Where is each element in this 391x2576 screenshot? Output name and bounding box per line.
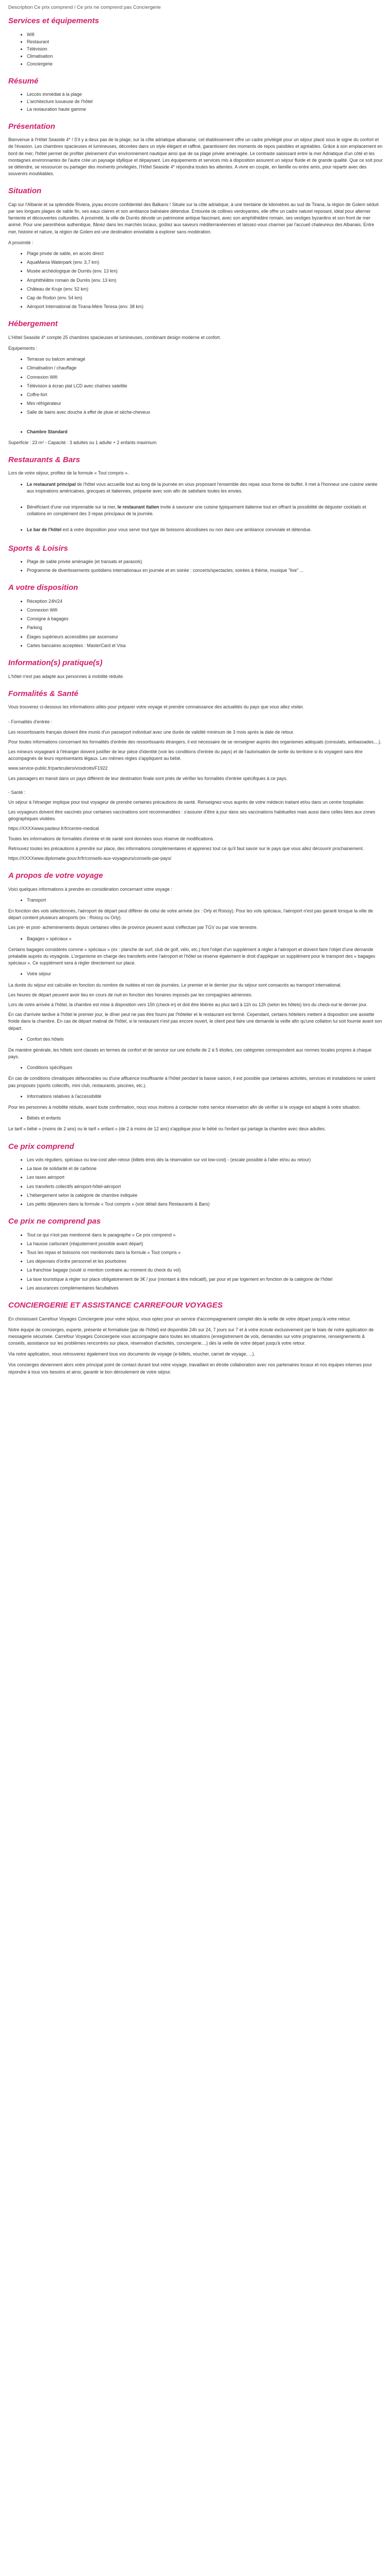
service-public-link[interactable]: www.service-public.fr/particuliers/vosdroits/F1922: [8, 766, 108, 771]
list-item: • Consigne à bagages: [27, 616, 383, 622]
propos-heading: [8, 1064, 383, 1071]
propos-heading: [8, 1115, 383, 1122]
propos-line: Pour les personnes à mobilité réduite, avant toute confirmation, nous vous invitons à contacter notre service réservation afin de vérifier si le voyage est adapté à votre situation.: [8, 1105, 361, 1110]
formalites-intro: Vous trouverez ci-dessous les informations utiles pour préparer votre voyage et prendre connaissance des actualités du pays que vous allez visiter.: [8, 704, 304, 710]
formalites-line: Les ressortissants français doivent être munis d'un passeport individuel avec une durée de validité minimum de 3 mois après la date de retour.: [8, 729, 295, 735]
list-item: • Connexion Wifi: [27, 607, 383, 614]
list-item: • Coffre-fort: [27, 392, 383, 398]
restaurant-prefix: Bénéficiant d'une vue imprenable sur la mer,: [27, 504, 118, 510]
situation-text: Cap sur l'Albanie et sa splendide Riviera, joyau encore confidentiel des Balkans ! Située sur la côte adriatique, à une trentaine de kilomètres au sud de Tirana, la région de Golem séduit par ses longues plages de sable fin, ses eaux claires et son ambiance balnéaire détendue. Entourée de collines verdoyantes, elle offre un cadre naturel reposant, idéal pour alterner farniente et découvertes culturelles. A proximité, la ville de Durrës dévoile un patrimoine antique fascinant, avec son amphithéâtre romain, ses vestiges byzantins et son front de mer animé. Pour une parenthèse authentique, flânez dans les marchés locaux, goûtez aux saveurs méditerranéennes et laissez-vous charmer par l'accueil chaleureux des Albanais. Entre mer, histoire et nature, la région de Golem est une destination enivelable à explorer sans modération.: [8, 201, 379, 234]
list-item: • La restauration haute gamme: [27, 106, 383, 113]
list-item: • Les petits déjeuners dans la formule « Tout compris » (voir détail dans Restaurants & Bars): [27, 1201, 383, 1208]
list-item: • Cartes bancaires acceptées : MasterCard et Visa: [27, 642, 383, 649]
sports-section: [8, 543, 383, 574]
info-section: [8, 657, 383, 680]
list-item: • Climatisation / chauffage: [27, 365, 383, 371]
restaurant-name: Le bar de l'hôtel: [27, 527, 62, 533]
list-item: • La hausse carburant (réajustement possible avant départ): [27, 1241, 383, 1247]
list-item: • Réception 24h/24: [27, 598, 383, 605]
list-item: • Amphithéâtre romain de Durrës (env. 13 km): [27, 277, 383, 284]
propos-title: A propos de votre voyage: [8, 871, 103, 880]
list-item: • Connexion Wifi: [27, 374, 383, 381]
services-section: [8, 15, 383, 67]
proximity-list: [8, 250, 383, 310]
formalites-section: [8, 688, 383, 862]
restaurant-main: [27, 481, 383, 495]
list-item: • Les dépenses d'ordre personnel et les pourboires: [27, 1258, 383, 1265]
list-item: • Conciergerie: [27, 61, 383, 67]
propos-line: Certains bagages considérés comme « spéciaux » (ex : planche de surf, club de golf, vélo, etc.) font l'objet d'un supplément à régler à l'aéroport et doivent faire l'objet d'une demande préalable auprès du voyagiste. L'organisme en charge des transferts entre l'aéroport et l'hôtel se réserve également le droit d'appliquer un supplément pour le transport des « bagages spéciaux ». Ce supplément sera à régler directement sur place.: [8, 946, 376, 966]
list-item: • Leccés immédiat à la plage: [27, 91, 383, 98]
list-item: • Informations relatives à l'accessibilité: [27, 1093, 383, 1100]
propos-heading: [8, 1036, 383, 1043]
propos-heading: [8, 936, 383, 942]
restaurants-intro: Lors de votre séjour, profitez de la formule « Tout compris ».: [8, 470, 129, 476]
list-item: • Cap de Rodon (env. 54 km): [27, 295, 383, 301]
list-item: • Les taxes aéroport: [27, 1174, 383, 1181]
propos-line: La durée du séjour est calculée en fonction du nombre de nuitées et non de journées. Le premier et le dernier jour du séjour sont consacrés au transport international.: [8, 982, 341, 988]
ne-comprend-list: [8, 1232, 383, 1292]
propos-line: En cas de conditions climatiques défavorables ou d'une affluence insuffisante à l'hôtel pendant la basse saison, il est possible que certaines activités, services et installations ne soient pas proposés (sports collectifs, mini club, restaurants, piscines, etc.).: [8, 1076, 376, 1088]
propos-heading: [8, 897, 383, 904]
comprend-section: [8, 1141, 383, 1208]
list-item: • Tout ce qui n'est pas mentionné dans le paragraphe « Ce prix comprend »: [27, 1232, 383, 1239]
list-item: • Étages supérieurs accessibles par ascenseur: [27, 634, 383, 640]
comprend-title: Ce prix comprend: [8, 1142, 74, 1151]
restaurants-section: [8, 454, 383, 534]
sante-line: Toutes les informations de formalités d'entrée et de santé sont données sous réserve de modifications.: [8, 836, 215, 841]
formalites-line: Pour toutes informations concernant les formalités d'entrée des ressortissants étrangers, il est nécessaire de se renseigner auprès des organismes adéquats (consulats, ambassades....).: [8, 739, 382, 744]
breadcrumb: Description Ce prix comprend / Ce prix ne comprend pas Conciergerie: [8, 5, 161, 10]
restaurant-text: invite à savourer une cuisine typiquement italienne tout en offrant la possibilité de déguster cocktails et collations en complément des 3 repas principaux de la journée.: [27, 504, 366, 517]
conciergerie-section: [8, 1300, 383, 1376]
situation-section: [8, 185, 383, 310]
restaurant-text: est à votre disposition pour vous servir tout type de boissons alcoolisées ou non dans une ambiance conviviale et détendue.: [61, 527, 312, 533]
list-item: • Les transferts collectifs aéroport-hôtel-aéroport: [27, 1183, 383, 1190]
equipements-label: Equipements :: [8, 346, 38, 351]
list-item: • Votre séjour: [27, 971, 383, 977]
conciergerie-title: CONCIERGERIE ET ASSISTANCE CARREFOUR VOYAGES: [8, 1301, 223, 1310]
propos-heading: [8, 1093, 383, 1100]
proximity-label: A proximité :: [8, 240, 34, 245]
resume-section: [8, 76, 383, 113]
propos-heading: [8, 971, 383, 977]
list-item: • Plage privée de sable, en accès direct: [27, 250, 383, 257]
propos-line: En cas d'arrivée tardive à l'hôtel le premier jour, le dîner peut ne pas être fourni par l'hôtelier et le restaurant est fermé. Cependant, certains hôteliers mettent à disposition une assiette froide dans la chambre. En cas de départ matinal de l'hôtel, si le restaurant n'est pas encore ouvert, le client peut faire une demande la veille afin qu'une collation lui soit fournie avant son départ.: [8, 1012, 382, 1031]
list-item: • L'hébergement selon la catégorie de chambre indiquée: [27, 1192, 383, 1199]
propos-line: Lors de votre arrivée à l'hôtel, la chambre est mise à disposition vers 15h (check-in) et doit être libérée au plus tard à 11h ou 12h (selon les hôtels) lors du check-out le dernier jour.: [8, 1002, 368, 1007]
list-item: • Télévision: [27, 46, 383, 53]
list-item: • Salle de bains avec douche à effet de pluie et sèche-cheveux: [27, 409, 383, 416]
sports-title: Sports & Loisirs: [8, 544, 68, 553]
restaurant-text: de l'hôtel vous accueille tout au long de la journée en vous proposant l'ensemble des repas sous forme de buffet. Il met à l'honneur une cuisine variée aux inspirations américaines, grecques et italiennes, préparée avec soin afin de satisfaire toutes les envies.: [27, 481, 378, 494]
list-item: • La franchise bagage (soulé si mention contraire au moment du check du vol): [27, 1267, 383, 1274]
hebergement-section: [8, 318, 383, 446]
diplomatie-link[interactable]: https://XXXXwww.diplomatie.gouv.fr/fr/conseils-aux-voyageurs/conseils-par-pays/: [8, 856, 172, 861]
restaurant-italian: [27, 504, 383, 517]
hebergement-title: Hébergement: [8, 319, 58, 329]
propos-line: De manière générale, les hôtels sont classés en termes de confort et de service sur une échelle de 2 à 5 étoiles, ces catégories correspondent aux normes locales propres à chaque pays.: [8, 1047, 372, 1060]
propos-intro: Voici quelques informations à prendre en considération concernant votre voyage :: [8, 886, 172, 892]
room-type: • Chambre Standard: [27, 429, 383, 435]
propos-line: En fonction des vols sélectionnés, l'aéroport de départ peut différer de celui de votre arrivée (ex : Orly et Roissy). Pour les vols spéciaux, l'aéroport n'est pas garanti lorsque la ville de départ contient plusieurs aéroports (ex : Roissy ou Orly).: [8, 908, 373, 921]
disposition-list: [8, 598, 383, 649]
propos-section: [8, 870, 383, 1132]
list-item: • Télévision à écran plat LCD avec chaînes satellite: [27, 383, 383, 389]
restaurant-name: le restaurant italien: [117, 504, 159, 510]
list-item: • Bagages « spéciaux »: [27, 936, 383, 942]
list-item: • Confort des hôtels: [27, 1036, 383, 1043]
list-item: • Climatisation: [27, 53, 383, 60]
list-item: • Les vols réguliers, spéciaux ou low-cost aller-retour (billets émis dès la réservation sur vol low-cost) - (escale possible à l'aller et/ou au retour): [27, 1157, 383, 1163]
presentation-text: Bienvenue à l'Hôtel Seaside 4* ! S'il y a deux pas de la plage, sur la côte adriatique albanaise, cet établissement offre un cadre privilégié pour un séjour placé sous le signe du confort et de l'évasion. Les chambres spacieuses et lumineuses, décorées dans un style élégant et raffiné, garantissent des moments de repos paisibles et agréables. Grâce à son emplacement en bord de mer, l'hôtel permet de profiter pleinement d'un environnement nautique ainsi que de sa plage privée aménagée. Le contraste saisissant entre la mer Adriatique d'un côté et les montagnes environnantes de l'autre crée un paysage idyllique et dépaysant. Les équipements et services mis à disposition assurent un séjour fluide et de grande qualité. Que ce soit pour se détendre, se ressourcer ou partager des moments privilégiés, l'Hôtel Seaside 4* répondra toutes les attentes. A vivre en couple, en famille ou entre amis, pour repartir avec des souvenirs inoubliables.: [8, 137, 383, 177]
situation-title: Situation: [8, 187, 42, 196]
list-item: • Aéroport International de Tirana-Mère Teresa (env. 38 km): [27, 303, 383, 310]
disposition-section: [8, 582, 383, 649]
list-item: • La taxe de solidarité et de carbone: [27, 1165, 383, 1172]
conciergerie-text: Notre équipe de concierges, experte, présente et formalisée (par de l'hôtel) est disponible 24h sur 24, 7 jours sur 7 et à votre écoute exclusivement par le biais de notre application de messagerie sécurisée. Carrefour Voyages Conciergerie vous accompagne dans toutes les situations (enregistrement de vols, demandes sur votre programme, renseignements & conseils, assistance sur les problèmes rencontrés sur place, réservation d'activités, conciergerie....) dès la veille de votre départ jusqu'à votre retour.: [8, 1327, 374, 1346]
equipements-list: [8, 356, 383, 416]
presentation-title: Présentation: [8, 122, 55, 131]
list-item: • La taxe touristique à régler sur place obligatoirement de 3€ / jour (montant à titre indicatif), par pour et par logement en fonction de la catégorie de l'hôtel: [27, 1276, 383, 1283]
list-item: • Bébés et enfants: [27, 1115, 383, 1122]
list-item: • Wifi: [27, 31, 383, 38]
list-item: • Tous les repas et boissons non mentionnés dans la formule « Tout compris »: [27, 1249, 383, 1256]
sante-label: - Santé :: [8, 789, 26, 795]
hebergement-intro: L'Hôtel Seaside 4* compte 25 chambres spacieuses et lumineuses, combinant design moderne et confort.: [8, 334, 221, 340]
sante-line: Les voyageurs doivent être vaccinés pour certaines vaccinations sont recommandées : s'assurer d'être à jour dans ses vaccinations habituelles mais aussi dans celles liées aux zones géographiques visitées.: [8, 809, 376, 822]
ne-comprend-section: [8, 1216, 383, 1292]
comprend-list: [8, 1157, 383, 1208]
services-list: [8, 31, 383, 67]
disposition-title: A votre disposition: [8, 583, 78, 592]
formalites-title: Formalités & Santé: [8, 689, 78, 698]
room-detail: Superficie : 23 m² - Capacité : 3 adultes ou 1 adulte + 2 enfants maximum: [8, 439, 157, 445]
formalites-line: Les mineurs voyageant à l'étranger doivent justifier de leur pièce d'identité (voir les conditions d'entrée du pays) et de l'autorisation de sortie du territoire si ils voyagent sans être accompagnés de leurs représentants légaux. Les mêmes règles s'appliquent au bébé.: [8, 749, 363, 761]
list-item: • L'architecture luxueuse de l'hôtel: [27, 98, 383, 105]
sports-list: [8, 558, 383, 574]
presentation-section: [8, 121, 383, 178]
formalites-line: Les passagers en transit dans un pays différent de leur destination finale sont priés de vérifier les formalités d'entrée spécifiques à ce pays.: [8, 775, 288, 781]
restaurant-name: Le restaurant principal: [27, 481, 76, 487]
list-item: • Transport: [27, 897, 383, 904]
formalites-label: - Formalités d'entrée :: [8, 719, 53, 725]
conciergerie-text: Via notre application, vous retrouverez également tous vos documents de voyage (e-billets, voucher, carnet de voyage, ...).: [8, 1351, 255, 1357]
info-title: Information(s) pratique(s): [8, 658, 103, 667]
pasteur-link[interactable]: https://XXXXwww.pasteur.fr/fr/centre-medical: [8, 826, 99, 832]
propos-line: Le tarif « bébé » (moins de 2 ans) ou le tarif « enfant » (de 2 à moins de 12 ans) s'applique pour le bébé ou l'enfant qui partage la chambre avec deux adultes.: [8, 1126, 326, 1132]
list-item: • Les assurances complémentaires facultatives: [27, 1285, 383, 1292]
info-text: L'hôtel n'est pas adapté aux personnes à mobilité réduite.: [8, 673, 124, 679]
conciergerie-text: Vos concierges deviennent alors votre principal point de contact durant tout votre voyage, travaillant en étroite collaboration avec nos partenaires locaux et nos équipes internes pour répondre à tous vos besoins et ainsi, garantir le bon déroulement de votre séjour.: [8, 1362, 372, 1375]
list-item: • Terrasse ou balcon aménagé: [27, 356, 383, 363]
restaurants-title: Restaurants & Bars: [8, 455, 80, 464]
resume-list: [8, 91, 383, 113]
sante-line: Un séjour à l'étranger implique pour tout voyageur de prendre certaines précautions de santé. Renseignez-vous auprès de votre médecin traitant et/ou dans un centre hospitalier.: [8, 799, 365, 805]
resume-title: Résumé: [8, 76, 39, 86]
list-item: • Plage de sable privée aménagée (et transats et parasols): [27, 558, 383, 565]
propos-line: Les pré- et post- acheminements depuis certaines villes de province peuvent aussi s'effectuer par TGV ou par voie terrestre.: [8, 925, 258, 930]
list-item: • Restaurant: [27, 39, 383, 45]
list-item: • AquaMania Waterpark (env. 3,7 km): [27, 259, 383, 266]
list-item: • Conditions spécifiques: [27, 1064, 383, 1071]
list-item: • Mini réfrigérateur: [27, 400, 383, 407]
list-item: • Château de Kruje (env. 52 km): [27, 286, 383, 293]
sante-line: Retrouvez toutes les précautions à prendre sur place, des informations complémentaires et apprenez tout ce qu'il faut savoir sur le pays que vous allez découvrir prochainement.: [8, 845, 364, 851]
ne-comprend-title: Ce prix ne comprend pas: [8, 1217, 101, 1226]
restaurants-list: [8, 481, 383, 534]
services-title: Services et équipements: [8, 16, 99, 26]
restaurant-bar: [27, 527, 383, 533]
list-item: • Musée archéologique de Durrës (env. 13 km): [27, 268, 383, 275]
room-types-list: [8, 429, 383, 435]
conciergerie-text: En choisissant Carrefour Voyages Conciergerie pour votre séjour, vous optez pour un service d'accompagnement complet dès la veille de votre départ jusqu'à votre retour.: [8, 1316, 351, 1321]
list-item: • Programme de divertissements quotidiens internationaux en journée et en soirée : concerts/spectacles, soirées à thème, musique "live" ...: [27, 567, 383, 574]
list-item: • Parking: [27, 624, 383, 631]
propos-line: Les heures de départ peuvent avoir lieu en cours de nuit en fonction des horaires imposés par les compagnies aériennes.: [8, 992, 253, 997]
